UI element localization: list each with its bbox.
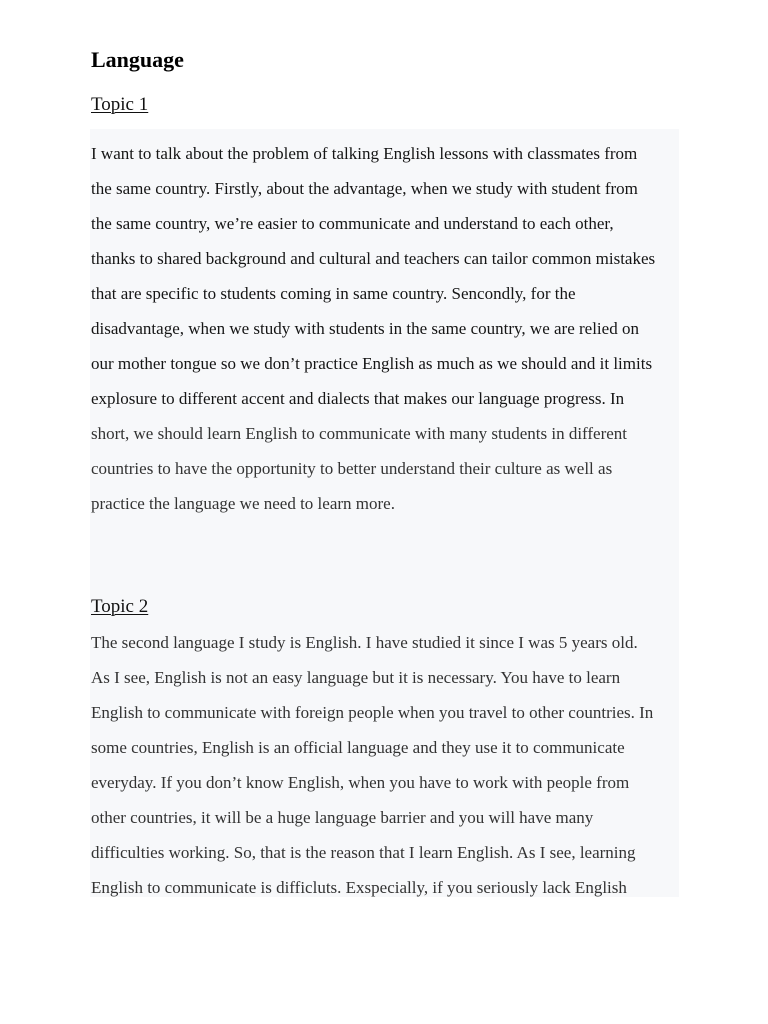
paragraph-line: As I see, English is not an easy language but it is necessary. You have to learn	[91, 668, 621, 687]
paragraph-line: thanks to shared background and cultural and teachers can tailor common mistakes	[91, 249, 656, 268]
paragraph-line: short, we should learn English to communicate with many students in different	[91, 424, 628, 443]
paragraph-line: everyday. If you don’t know English, when you have to work with people from	[91, 773, 630, 792]
paragraph-line: difficulties working. So, that is the reason that I learn English. As I see, learning	[91, 843, 636, 862]
topic-1-heading: Topic 1	[91, 94, 149, 115]
paragraph-line: countries to have the opportunity to better understand their culture as well as	[91, 459, 613, 478]
paragraph-line: practice the language we need to learn more.	[91, 494, 395, 513]
paragraph-line: the same country, we’re easier to communicate and understand to each other,	[91, 214, 614, 233]
topic-1-paragraph	[91, 136, 691, 521]
paragraph-line: English to communicate is difficluts. Exspecially, if you seriously lack English	[91, 878, 627, 897]
topic-2-paragraph	[91, 625, 691, 905]
paragraph-line: some countries, English is an official language and they use it to communicate	[91, 738, 625, 757]
paragraph-line: The second language I study is English. I have studied it since I was 5 years old.	[91, 633, 638, 652]
topic-2-heading: Topic 2	[91, 596, 149, 617]
paragraph-line: the same country. Firstly, about the advantage, when we study with student from	[91, 179, 638, 198]
paragraph-line: other countries, it will be a huge language barrier and you will have many	[91, 808, 594, 827]
paragraph-line: that are specific to students coming in same country. Sencondly, for the	[91, 284, 576, 303]
paragraph-line: English to communicate with foreign people when you travel to other countries. In	[91, 703, 654, 722]
paragraph-line: I want to talk about the problem of talking English lessons with classmates from	[91, 144, 638, 163]
paragraph-line: our mother tongue so we don’t practice English as much as we should and it limits	[91, 354, 653, 373]
document-title: Language	[91, 47, 184, 72]
paragraph-line: disadvantage, when we study with students in the same country, we are relied on	[91, 319, 639, 338]
paragraph-line: explosure to different accent and dialects that makes our language progress. In	[91, 389, 625, 408]
